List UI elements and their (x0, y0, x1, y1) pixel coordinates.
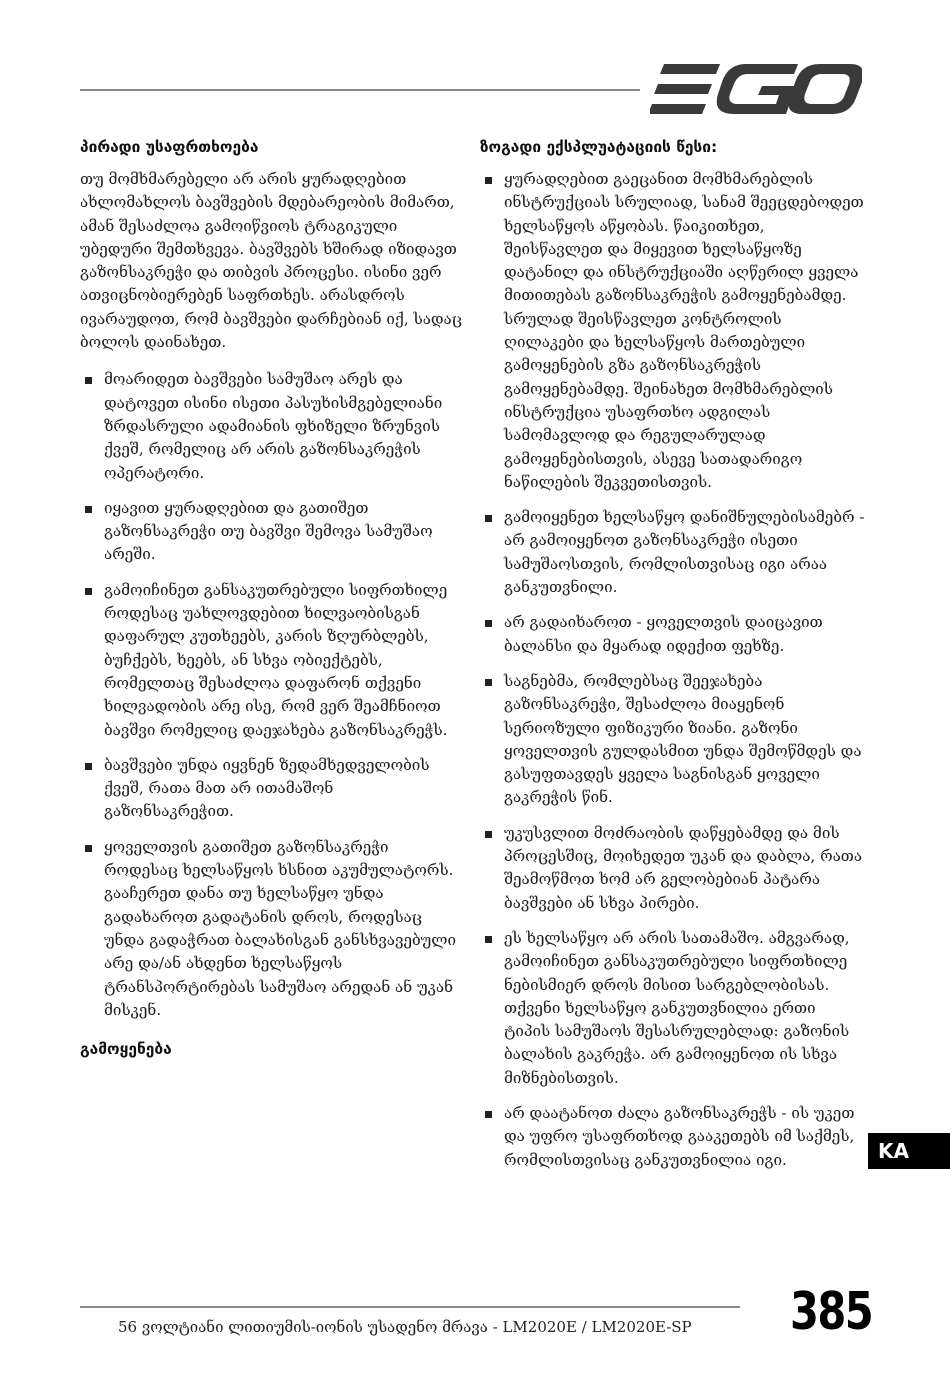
header-rule (80, 89, 640, 91)
intro-paragraph: თუ მომხმარებელი არ არის ყურადღებით ახლომახლოს ბავშვების მდებარეობის მიმართ, ამან შესაძლოა გამოიწვიოს ტრაგიკული უბედური შემთხვევა. ბავშვებს ხშირად იზიდავთ გაზონსაკრეჭი და თიბვის პროცესი. ისინი ვერ ათვიცნობიერებენ საფრთხეს. არასდროს ივარაუდოთ, რომ ბავშვები დარჩებიან იქ, სადაც ბოლოს დაინახეთ. (80, 170, 463, 352)
list-item-text: იყავით ყურადღებით და გათიშეთ გაზონსაკრეჭი თუ ბავშვი შემოვა სამუშაო არეში. (104, 498, 433, 564)
footer-rule (80, 1306, 740, 1308)
left-column (80, 136, 465, 1070)
list-item (480, 1102, 865, 1172)
list-item (80, 497, 465, 567)
bullet-square-icon (485, 515, 492, 522)
list-item (80, 836, 465, 1022)
list-item (80, 754, 465, 824)
ego-logo (650, 62, 862, 116)
list-item-text: არ გადაიხაროთ - ყოველთვის დაიცავით ბალანსი და მყარად იდექით ფეხზე. (504, 613, 823, 655)
right-column (480, 136, 865, 1184)
list-item-text: არ დაატანოთ ძალა გაზონსაკრეჭს - ის უკეთ და უფრო უსაფრთხოდ გააკეთებს იმ საქმეს, რომლისთვისაც განკუთვნილია იგი. (504, 1103, 855, 1169)
bullet-square-icon (485, 177, 492, 184)
list-item (80, 579, 465, 742)
list-item-text: საგნებმა, რომლებსაც შეეჯახება გაზონსაკრეჭი, შესაძლოა მიაყენონ სერიოზული ფიზიკური ზიანი. გაზონი ყოველთვის გულდასმით უნდა შემოწმდეს და გასუფთავდეს ყველა საგნისგან ყოველი გაკრეჭის წინ. (504, 671, 862, 807)
bullet-square-icon (85, 377, 92, 384)
list-item (480, 927, 865, 1090)
operation-bullet-list (480, 168, 865, 1172)
list-item (80, 368, 465, 484)
bullet-square-icon (485, 831, 492, 838)
language-tab: KA (868, 1133, 950, 1169)
list-item (480, 611, 865, 658)
list-item (480, 168, 865, 494)
section-heading-general-operation: ზოგადი ექსპლუატაციის წესი: (480, 138, 718, 156)
bullet-square-icon (85, 763, 92, 770)
list-item-text: ყოველთვის გათიშეთ გაზონსაკრეჭი როდესაც ხელსაწყოს ხსნით აკუმულატორს. გააჩერეთ დანა თუ ხელსაწყო უნდა გადახაროთ გადატანის დროს, როდესაც უნდა გადაჭრათ ბალახისგან განსხვავებული არე და/ან ახდენთ ხელსაწყოს ტრანსპორტირებას სამუშაო არედან ან უკან მისკენ. (104, 837, 456, 1019)
list-item-text: ბავშვები უნდა იყვნენ ზედამხედველობის ქვეშ, რათა მათ არ ითამაშონ გაზონსაკრეჭით. (104, 755, 430, 821)
list-item (480, 670, 865, 810)
bullet-square-icon (485, 679, 492, 686)
safety-bullet-list (80, 368, 465, 1022)
page-number: 385 (790, 1282, 873, 1342)
bullet-square-icon (485, 1111, 492, 1118)
list-item-text: ეს ხელსაწყო არ არის სათამაშო. ამგვარად, გამოიჩინეთ განსაკუთრებული სიფრთხილე ნებისმიერ დროს მისით სარგებლობისას. თქვენი ხელსაწყო განკუთვნილია ერთი ტიპის სამუშაოს შესასრულებლად: გაზონის ბალახის გაკრეჭა. არ გამოიყენოთ ის სხვა მიზნებისთვის. (504, 928, 850, 1087)
bullet-square-icon (85, 506, 92, 513)
list-item (480, 506, 865, 599)
section-heading-personal-safety: პირადი უსაფრთხოება (80, 138, 259, 156)
list-item-text: გამოიყენეთ ხელსაწყო დანიშნულებისამებრ - არ გამოიყენოთ გაზონსაკრეჭი ისეთი სამუშაოსთვის, რომლისთვისაც იგი არაა განკუთვნილი. (504, 508, 865, 597)
bullet-square-icon (85, 845, 92, 852)
bullet-square-icon (485, 620, 492, 627)
bullet-square-icon (485, 936, 492, 943)
bullet-square-icon (85, 588, 92, 595)
list-item (480, 822, 865, 915)
list-item-text: ყურადღებით გაეცანით მომხმარებლის ინსტრუქციას სრულიად, სანამ შეეცდებოდეთ ხელსაწყოს აწყობას. წაიკითხეთ, შეისწავლეთ და მიყევით ხელსაწყოზე დატანილ და ინსტრუქციაში აღწერილ ყველა მითითებას გაზონსაკრეჭის გამოყენებამდე. სრულად შეისწავლეთ კონტროლის ღილაკები და ხელსაწყოს მართებული გამოყენების გზა გაზონსაკრეჭის გამოყენებამდე. შეინახეთ მომხმარებლის ინსტრუქცია უსაფრთხო ადგილას სამომავლოდ და რეგულარულად გამოყენებისთვის, ასევე სათადარიგო ნაწილების შეკვეთისთვის. (504, 170, 864, 491)
list-item-text: მოარიდეთ ბავშვები სამუშაო არეს და დატოვეთ ისინი ისეთი პასუხისმგებელიანი ზრდასრული ადამიანის ფხიზელი ზრუნვის ქვეშ, რომელიც არ არის გაზონსაკრეჭის ოპერატორი. (104, 370, 443, 482)
footer-product-text: 56 ვოლტიანი ლითიუმის-იონის უსადენო მრავა - LM2020E / LM2020E-SP (118, 1318, 692, 1336)
list-item-text: უკუსვლით მოძრაობის დაწყებამდე და მის პროცესშიც, მოიხედეთ უკან და დაბლა, რათა შეამოწმოთ ხომ არ გელობებიან პატარა ბავშვები ან სხვა პირები. (504, 823, 863, 912)
list-item-text: გამოიჩინეთ განსაკუთრებული სიფრთხილე როდესაც უახლოვდებით ხილვაობისგან დაფარულ კუთხეებს, კარის ზღურბლებს, ბუჩქებს, ხეებს, ან სხვა ობიექტებს, რომელთაც შესაძლოა დაფარონ თქვენი ხილვადობის არე ისე, რომ ვერ შეამჩნიოთ ბავშვი რომელიც დაეჯახება გაზონსაკრეჭს. (104, 580, 448, 739)
section-heading-usage: გამოყენება (80, 1040, 172, 1059)
